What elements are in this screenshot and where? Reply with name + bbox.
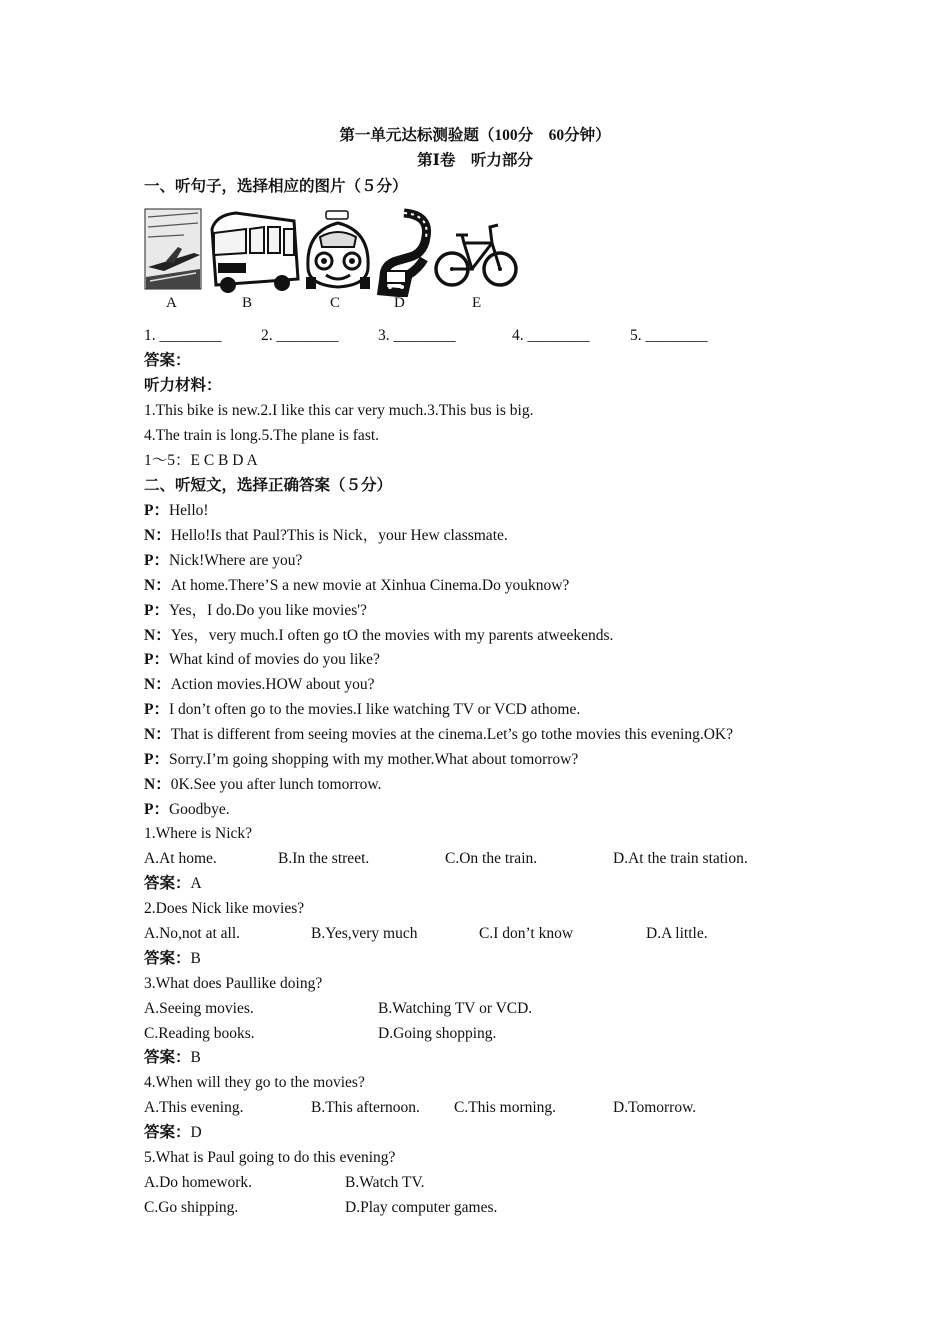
speaker-label: P： xyxy=(144,751,169,768)
answer-label: 答案： xyxy=(144,1124,191,1141)
dialogue-text: Hello! xyxy=(168,502,209,519)
speaker-label: N： xyxy=(144,726,171,743)
answer-value: B xyxy=(190,950,201,967)
dialogue-text: What kind of movies do you like? xyxy=(168,651,380,668)
answer-blank: 5. ________ xyxy=(630,327,708,344)
picture-label: C xyxy=(330,295,341,311)
material-label: 听力材料： xyxy=(144,377,222,394)
dialogue-line xyxy=(144,750,578,770)
question: 2.Does Nick like movies? xyxy=(144,900,305,917)
answer-blank: 2. ________ xyxy=(261,327,339,344)
option: B.This afternoon. xyxy=(311,1099,420,1116)
answer-blank: 1. ________ xyxy=(144,327,222,344)
answer-value: B xyxy=(190,1049,201,1066)
dialogue-line xyxy=(144,601,367,621)
answer-blank: 3. ________ xyxy=(378,327,456,344)
dialogue-text: Nick!Where are you? xyxy=(168,552,303,569)
plane-picture xyxy=(144,207,202,297)
option: D.Tomorrow. xyxy=(613,1099,697,1116)
answer-row xyxy=(144,874,202,894)
option: D.A little. xyxy=(646,925,708,942)
picture-label: B xyxy=(242,295,253,311)
question: 1.Where is Nick? xyxy=(144,825,253,842)
option: A.Seeing movies. xyxy=(144,1000,254,1017)
speaker-label: N： xyxy=(144,676,171,693)
answer-value: D xyxy=(190,1124,202,1141)
answer-label: 答案： xyxy=(144,875,191,892)
dialogue-line xyxy=(144,576,569,596)
dialogue-text: Yes，very much.I often go tO the movies with my parents atweekends. xyxy=(170,627,614,644)
material-line: 4.The train is long.5.The plane is fast. xyxy=(144,427,380,444)
dialogue-line xyxy=(144,800,230,820)
answer-row xyxy=(144,949,201,969)
option: A.At home. xyxy=(144,850,217,867)
option: D.Going shopping. xyxy=(378,1025,497,1042)
speaker-label: P： xyxy=(144,801,169,818)
speaker-label: N： xyxy=(144,627,171,644)
option: A.No,not at all. xyxy=(144,925,240,942)
picture-label: D xyxy=(394,295,405,311)
speaker-label: P： xyxy=(144,651,169,668)
material-line: 1.This bike is new.2.I like this car very much.3.This bus is big. xyxy=(144,402,534,419)
speaker-label: P： xyxy=(144,701,169,718)
answer-blank: 4. ________ xyxy=(512,327,590,344)
question: 4.When will they go to the movies? xyxy=(144,1074,365,1091)
picture-label: A xyxy=(166,295,177,311)
answer-row xyxy=(144,1048,201,1068)
option: C.I don’t know xyxy=(479,925,574,942)
dialogue-line xyxy=(144,650,380,670)
dialogue-line xyxy=(144,626,613,646)
answer-value: A xyxy=(190,875,202,892)
option: B.Watch TV. xyxy=(345,1174,425,1191)
dialogue-text: Goodbye. xyxy=(168,801,230,818)
dialogue-text: Action movies.HOW about you? xyxy=(170,676,375,693)
page-title: 第一单元达标测验题（100分 60分钟） xyxy=(339,127,611,144)
dialogue-text: I don’t often go to the movies.I like watching TV or VCD athome. xyxy=(168,701,581,718)
speaker-label: N： xyxy=(144,527,171,544)
option: C.Reading books. xyxy=(144,1025,255,1042)
option: A.Do homework. xyxy=(144,1174,253,1191)
section2-heading: 二、听短文，选择正确答案（５分） xyxy=(144,477,393,494)
answer-label: 答案： xyxy=(144,352,191,369)
train-picture xyxy=(376,207,432,297)
dialogue-line xyxy=(144,551,302,571)
picture-label: E xyxy=(472,295,482,311)
dialogue-line xyxy=(144,725,733,745)
speaker-label: P： xyxy=(144,552,169,569)
option: C.On the train. xyxy=(445,850,538,867)
answer-row xyxy=(144,1123,202,1143)
dialogue-text: At home.There’S a new movie at Xinhua Cinema.Do youknow? xyxy=(170,577,570,594)
car-picture xyxy=(302,207,374,297)
section-subtitle: 第Ⅰ卷 听力部分 xyxy=(417,152,533,169)
speaker-label: N： xyxy=(144,776,171,793)
dialogue-text: Hello!Is that Paul?This is Nick，your Hew classmate. xyxy=(170,527,508,544)
question: 5.What is Paul going to do this evening? xyxy=(144,1149,396,1166)
dialogue-line xyxy=(144,501,209,521)
dialogue-text: Sorry.I’m going shopping with my mother.What about tomorrow? xyxy=(168,751,579,768)
dialogue-line xyxy=(144,700,580,720)
dialogue-line xyxy=(144,675,374,695)
option: B.Yes,very much xyxy=(311,925,418,942)
speaker-label: P： xyxy=(144,602,169,619)
answer-key: 1～5：E C B D A xyxy=(144,452,258,469)
option: D.Play computer games. xyxy=(345,1199,498,1216)
bus-picture xyxy=(206,207,300,297)
picture-strip xyxy=(144,207,524,315)
answer-label: 答案： xyxy=(144,950,191,967)
option: B.In the street. xyxy=(278,850,370,867)
dialogue-text: That is different from seeing movies at the cinema.Let’s go tothe movies this evening.OK? xyxy=(170,726,734,743)
speaker-label: P： xyxy=(144,502,169,519)
section1-heading: 一、听句子，选择相应的图片（５分） xyxy=(144,178,408,195)
bike-picture xyxy=(434,207,518,297)
option: C.This morning. xyxy=(454,1099,557,1116)
answer-label: 答案： xyxy=(144,1049,191,1066)
option: A.This evening. xyxy=(144,1099,244,1116)
option: B.Watching TV or VCD. xyxy=(378,1000,533,1017)
dialogue-text: 0K.See you after lunch tomorrow. xyxy=(170,776,382,793)
dialogue-text: Yes，I do.Do you like movies'? xyxy=(168,602,367,619)
option: C.Go shipping. xyxy=(144,1199,239,1216)
speaker-label: N： xyxy=(144,577,171,594)
dialogue-line xyxy=(144,526,508,546)
dialogue-line xyxy=(144,775,381,795)
question: 3.What does Paullike doing? xyxy=(144,975,323,992)
option: D.At the train station. xyxy=(613,850,748,867)
